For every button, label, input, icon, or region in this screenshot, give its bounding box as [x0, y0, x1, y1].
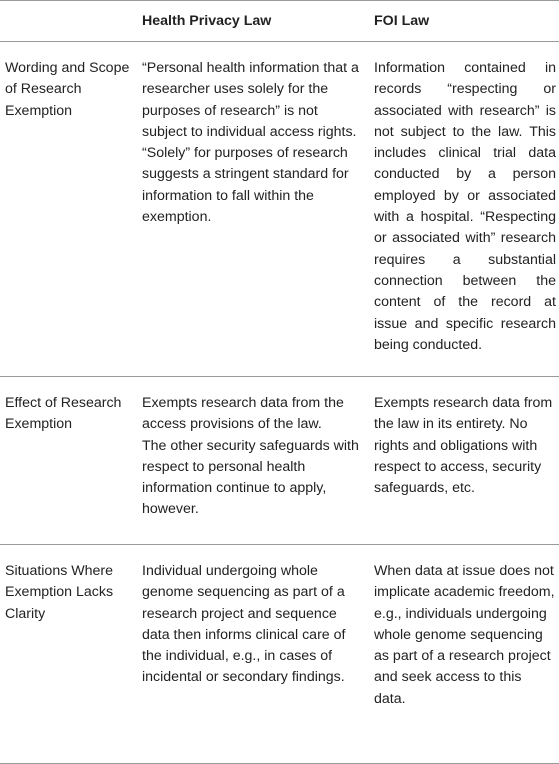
table-row	[0, 377, 559, 545]
header-foi-law: FOI Law	[374, 13, 430, 29]
cell-text: Information contained in records “respecting or associated with research” is not subject to the law. This includes clinical trial data conducted by a person employed by or associated with a hospital. “Respecting or associated with” research requires a substantial connection between the content of the record at issue and specific research being conducted.	[374, 60, 556, 353]
header-empty	[0, 1, 138, 11]
health-privacy-cell	[138, 42, 370, 376]
row-label: Wording and Scope of Research Exemption	[5, 60, 130, 119]
table-row	[0, 42, 559, 377]
foi-cell	[370, 545, 559, 763]
cell-text: “Personal health information that a researcher uses solely for the purposes of research” is not subject to individual access rights.	[142, 60, 359, 140]
cell-text: When data at issue does not implicate academic freedom, e.g., individuals undergoing whole genome sequencing as part of a research project and seek access to this data.	[374, 563, 555, 707]
header-health-privacy-law: Health Privacy Law	[142, 13, 272, 29]
table-header-row	[0, 0, 559, 42]
health-privacy-cell	[138, 377, 370, 544]
cell-text: The other security safeguards with respect to personal health information continue to apply, however.	[142, 437, 359, 518]
row-label: Effect of Research Exemption	[5, 395, 122, 433]
row-label: Situations Where Exemption Lacks Clarity	[5, 563, 114, 622]
cell-text: Individual undergoing whole genome sequencing as part of a research project and sequence data then informs clinical care of the individual, e.g., in cases of incidental or secondary findings.	[142, 563, 346, 686]
table-row	[0, 545, 559, 764]
foi-cell	[370, 377, 559, 544]
health-privacy-cell	[138, 545, 370, 763]
cell-text: “Solely” for purposes of research suggests a stringent standard for information to fall within the exemption.	[142, 145, 349, 226]
cell-text: Exempts research data from the access provisions of the law.	[142, 395, 344, 433]
foi-cell	[370, 42, 559, 376]
cell-text: Exempts research data from the law in its entirety. No rights and obligations with respect to access, security safeguards, etc.	[374, 395, 553, 497]
